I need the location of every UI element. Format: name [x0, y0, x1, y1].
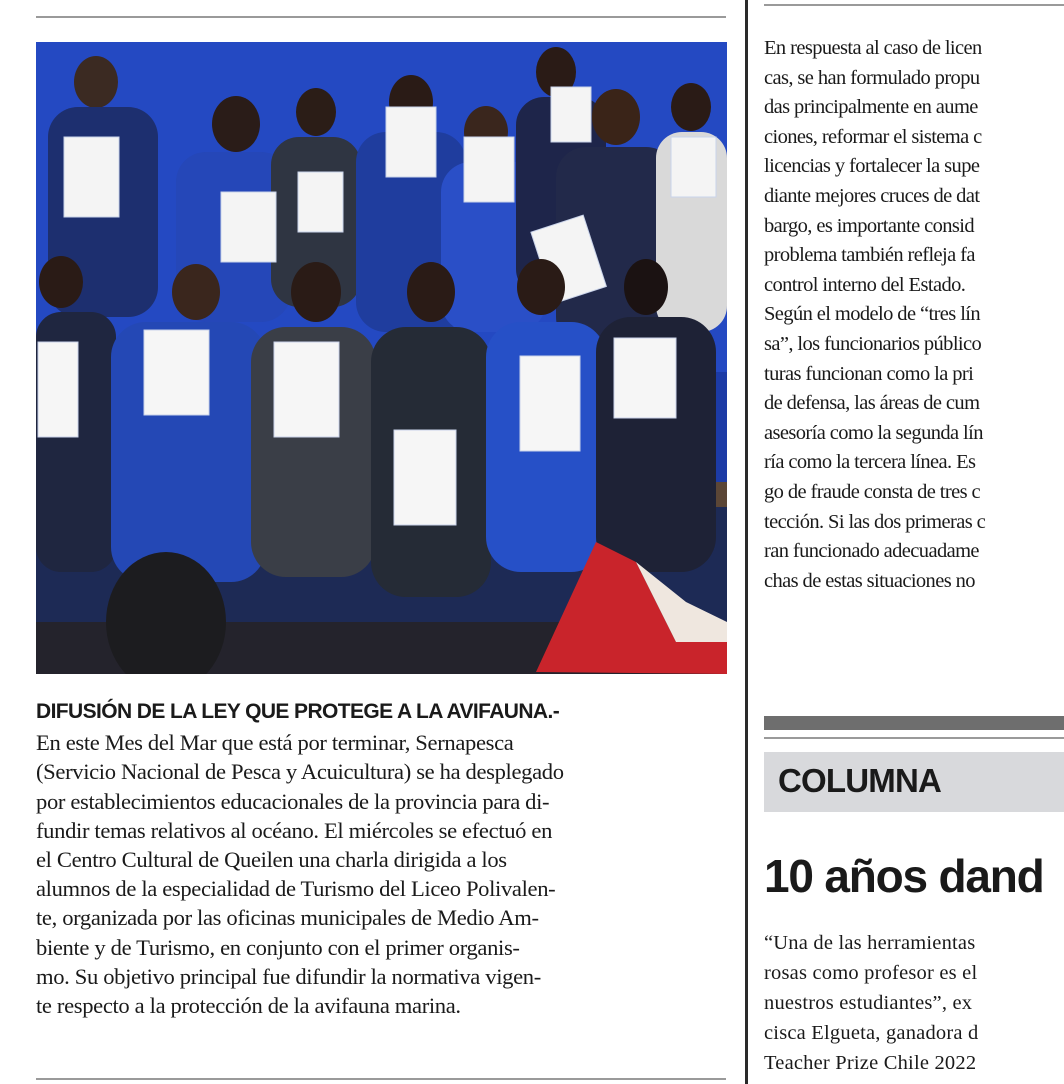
caption-line: el Centro Cultural de Queilen una charla dirigida a los: [36, 847, 507, 873]
column-headline: 10 años dand: [764, 850, 1044, 902]
article-line: tección. Si las dos primeras c: [764, 510, 986, 533]
article-line: asesoría como la segunda lín: [764, 421, 983, 444]
article-line: sa”, los funcionarios público: [764, 332, 982, 355]
article-line: ran funcionado adecuadame: [764, 540, 979, 563]
section-divider-bar: [764, 716, 1064, 730]
article-line: turas funcionan como la pri: [764, 362, 974, 385]
caption-line: En este Mes del Mar que está por terminar, Sernapesca: [36, 730, 514, 756]
article-line: control interno del Estado.: [764, 273, 966, 296]
top-rule-left: [36, 16, 726, 18]
column-line: Teacher Prize Chile 2022: [764, 1052, 977, 1074]
article-line: licencias y fortalecer la supe: [764, 155, 980, 178]
caption-kicker: DIFUSIÓN DE LA LEY QUE PROTEGE A LA AVIFAUNA.-: [36, 700, 560, 723]
column-line: rosas como profesor es el: [764, 962, 978, 984]
article-line: das principalmente en aume: [764, 96, 978, 119]
caption-line: biente y de Turismo, en conjunto con el primer organis-: [36, 934, 520, 960]
column-line: “Una de las herramientas: [764, 932, 976, 954]
section-divider-rule: [764, 737, 1064, 739]
article-line: go de fraude consta de tres c: [764, 480, 980, 503]
column-divider: [745, 0, 748, 1084]
article-line: En respuesta al caso de licen: [764, 37, 982, 59]
section-label: COLUMNA: [778, 762, 942, 799]
caption-line: alumnos de la especialidad de Turismo del Liceo Polivalen-: [36, 876, 556, 902]
caption-line: te, organizada por las oficinas municipales de Medio Am-: [36, 905, 539, 931]
caption-line: por establecimientos educacionales de la provincia para di-: [36, 788, 550, 814]
news-photo: [36, 42, 727, 674]
column-body-text: [764, 928, 1064, 1078]
caption-line: te respecto a la protección de la avifauna marina.: [36, 993, 461, 1019]
photo-caption-article: [36, 697, 736, 1020]
top-rule-right: [764, 4, 1064, 6]
column-line: cisca Elgueta, ganadora d: [764, 1022, 979, 1044]
caption-line: fundir temas relativos al océano. El miércoles se efectuó en: [36, 817, 553, 843]
bottom-rule-left: [36, 1078, 726, 1080]
article-line: Según el modelo de “tres lín: [764, 303, 981, 326]
article-line: de defensa, las áreas de cum: [764, 392, 980, 415]
caption-line: mo. Su objetivo principal fue difundir la normativa vigen-: [36, 963, 541, 989]
article-line: bargo, es importante consid: [764, 214, 975, 237]
opinion-article-text: [764, 34, 1064, 596]
caption-line: (Servicio Nacional de Pesca y Acuicultura) se ha desplegado: [36, 759, 564, 785]
article-line: problema también refleja fa: [764, 244, 975, 267]
article-line: diante mejores cruces de dat: [764, 184, 980, 207]
column-line: nuestros estudiantes”, ex: [764, 992, 973, 1014]
article-line: chas de estas situaciones no: [764, 569, 975, 592]
section-header: [764, 752, 1064, 812]
article-line: ría como la tercera línea. Es: [764, 451, 976, 474]
article-line: cas, se han formulado propu: [764, 66, 980, 89]
article-line: ciones, reformar el sistema c: [764, 125, 982, 148]
